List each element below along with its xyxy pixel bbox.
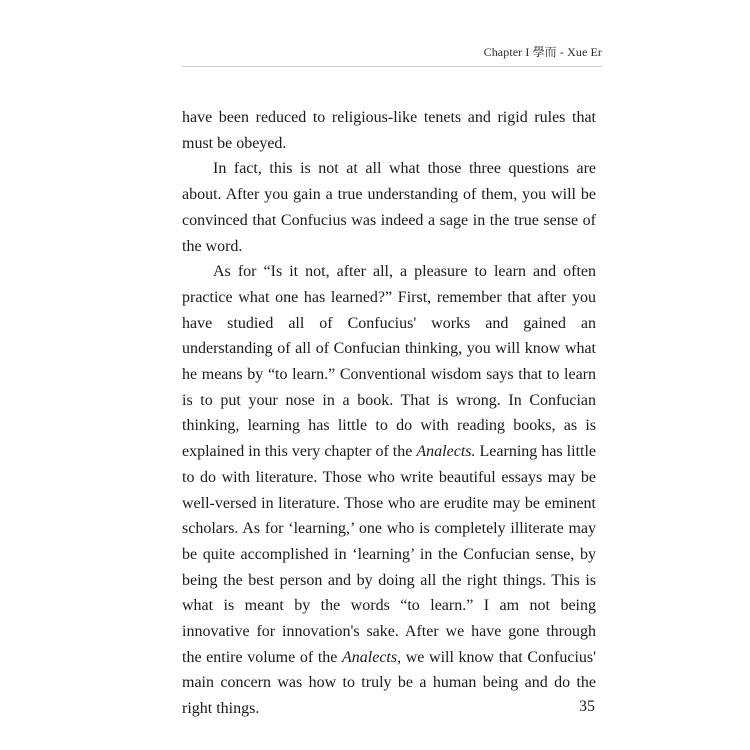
text-segment: In fact, this is not at all what those three questions are about. After you gain a true understanding of them, you will be convinced that Confucius was indeed a sage in the true sense of the word. bbox=[182, 160, 596, 255]
book-title-italic: Analects. bbox=[416, 443, 476, 461]
page-number: 35 bbox=[579, 698, 595, 715]
text-segment: have been reduced to religious-like tenets and rigid rules that must be obeyed. bbox=[182, 109, 596, 152]
paragraph bbox=[182, 259, 596, 722]
header-rule bbox=[182, 66, 602, 67]
body-text bbox=[182, 105, 596, 722]
paragraph bbox=[182, 156, 596, 259]
text-segment: Learning has little to do with literature. Those who write beautiful essays may be well-versed in literature. Those who are erudite may be eminent scholars. As for ‘learning,’ one who is completely illiterate may be quite accomplished in ‘learning’ in the Confucian sense, by being the best person and by doing all the right things. This is what is meant by the words “to learn.” I am not being innovative for innovation's sake. After we have gone through the entire volume of the bbox=[182, 443, 597, 666]
text-segment: As for “Is it not, after all, a pleasure to learn and often practice what one has learned?” First, remember that after you have studied all of Confucius' works and gained an understanding of all of Confucian thinking, you will know what he means by “to learn.” Conventional wisdom says that to learn is to put your nose in a book. That is wrong. In Confucian thinking, learning has little to do with reading books, as is explained in this very chapter of the bbox=[182, 263, 596, 461]
running-header: Chapter I 學而 - Xue Er bbox=[483, 45, 602, 59]
book-title-italic: Analects, bbox=[342, 648, 402, 666]
text-segment: we will know that Confucius' main concern was how to truly be a human being and do the right things. bbox=[182, 648, 597, 718]
paragraph-continuation bbox=[182, 105, 596, 156]
